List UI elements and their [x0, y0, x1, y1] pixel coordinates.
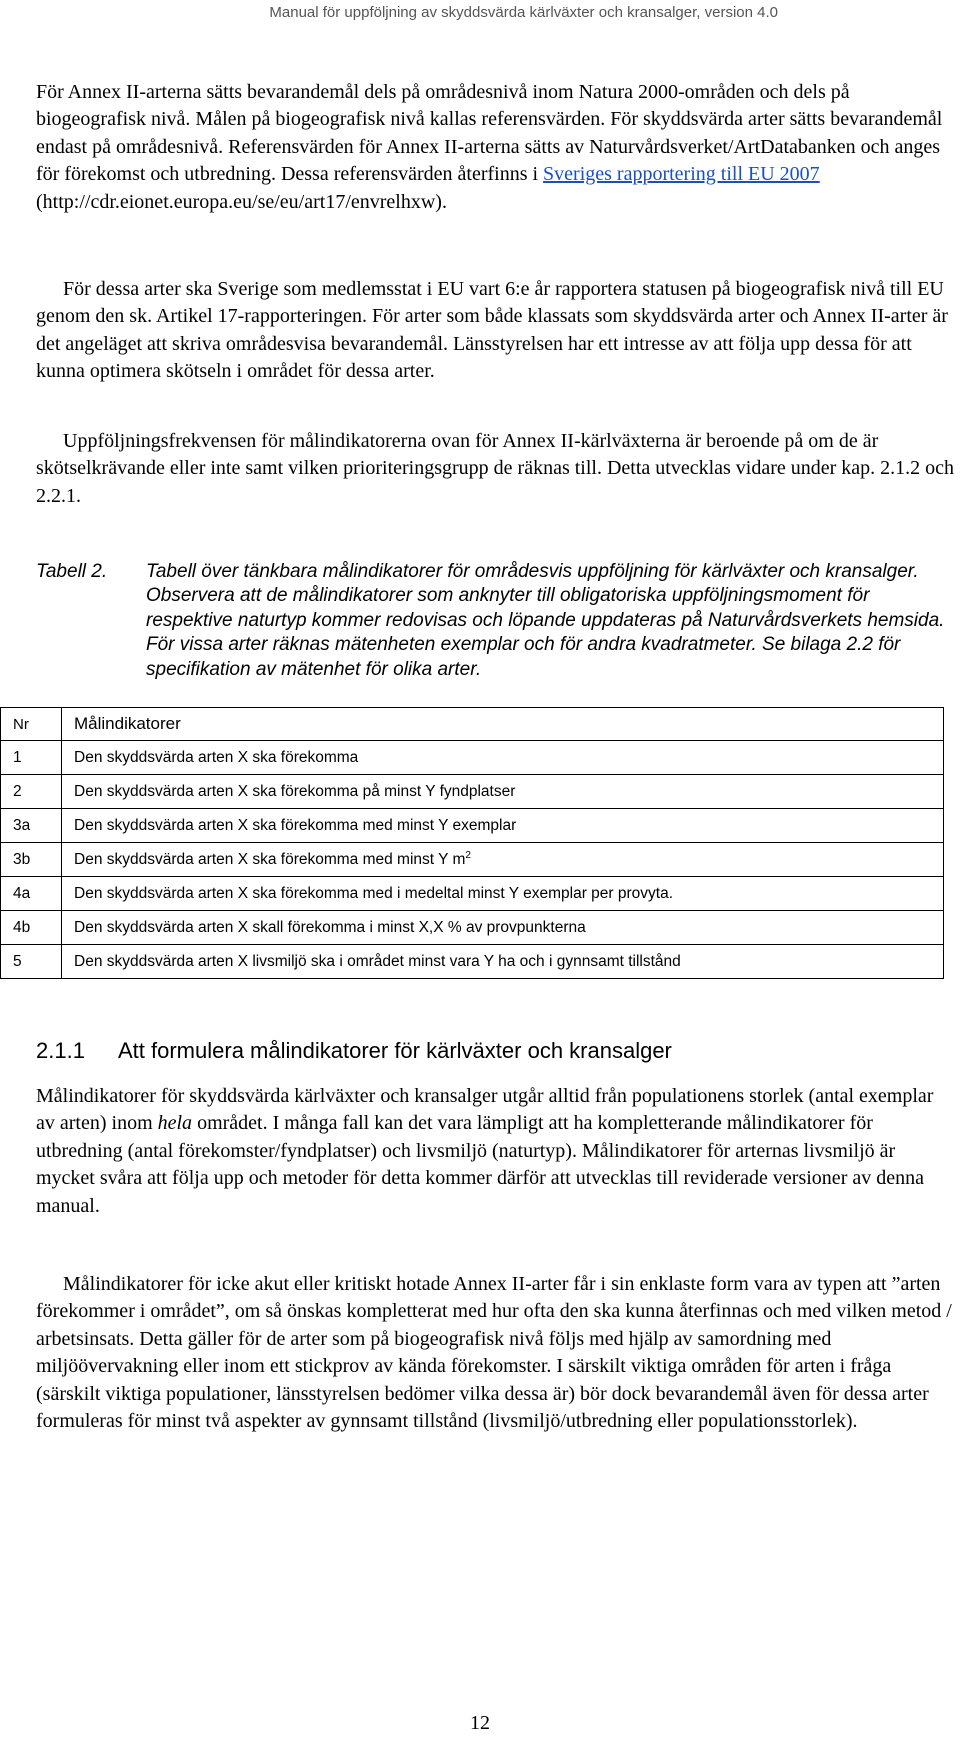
emphasis-hela: hela	[157, 1112, 193, 1135]
table-row	[1, 945, 944, 979]
table-header-row	[1, 708, 944, 741]
row-indicator: Den skyddsvärda arten X livsmiljö ska i området minst vara Y ha och i gynnsamt tillstånd	[62, 945, 944, 979]
superscript-exponent: 2	[465, 849, 471, 861]
table-caption-label: Tabell 2.	[36, 561, 108, 582]
row-indicator: Den skyddsvärda arten X ska förekomma	[62, 741, 944, 775]
section-number: 2.1.1	[36, 1038, 85, 1063]
section-heading	[36, 1038, 936, 1064]
row-indicator	[62, 843, 944, 877]
row-indicator: Den skyddsvärda arten X ska förekomma på minst Y fyndplatser	[62, 775, 944, 809]
table-row	[1, 809, 944, 843]
indicator-table	[0, 707, 944, 979]
row-nr: 5	[1, 945, 62, 979]
row-nr: 3a	[1, 809, 62, 843]
running-title: Manual för uppföljning av skyddsvärda kärlväxter och kransalger, version 4.0	[269, 4, 778, 21]
paragraph-uppfoljningsfrekvens: Uppföljningsfrekvensen för målindikatorerna ovan för Annex II-kärlväxterna är beroende på om de är skötselkrävande eller inte samt vilken prioriteringsgrupp de räknas till. Detta utvecklas vidare under kap. 2.1.2 och 2.2.1.	[36, 430, 955, 507]
paragraph-rapportering: För dessa arter ska Sverige som medlemsstat i EU vart 6:e år rapportera statusen på biogeografisk nivå till EU genom den sk. Artikel 17-rapporteringen. För arter som både klassats som skyddsvärda arter och Annex II-arter är det angeläget att skriva områdesvisa bevarandemål. Länsstyrelsen har ett intresse av att följa upp dessa för att kunna optimera skötseln i området för dessa arter.	[36, 278, 948, 383]
table-caption	[36, 560, 946, 682]
row-nr: 3b	[1, 843, 62, 877]
row-indicator: Den skyddsvärda arten X ska förekomma med i medeltal minst Y exemplar per provyta.	[62, 877, 944, 911]
row-indicator: Den skyddsvärda arten X skall förekomma i minst X,X % av provpunkterna	[62, 911, 944, 945]
section-title: Att formulera målindikatorer för kärlväxter och kransalger	[118, 1038, 672, 1063]
row-indicator-text: Den skyddsvärda arten X ska förekomma med minst Y m	[74, 851, 466, 869]
paragraph-text: Målindikatorer för skyddsvärda kärlväxter och kransalger utgår alltid från populationens storlek (antal exemplar av arten) inom	[36, 1085, 934, 1135]
row-nr: 4a	[1, 877, 62, 911]
paragraph-text: (http://cdr.eionet.europa.eu/se/eu/art17/envrelhxw).	[36, 190, 447, 213]
paragraph-text: området. I många fall kan det vara lämpligt att ha kompletterande målindikatorer för utbredning (antal förekomster/fyndplatser) och livsmiljö (naturtyp). Målindikatorer för arternas livsmiljö är mycket svåra att följa upp och metoder för detta kommer därför att utvecklas till reviderade versioner av denna manual.	[36, 1112, 924, 1217]
paragraph-annex-ii: Målindikatorer för icke akut eller kritiskt hotade Annex II-arter får i sin enklaste form vara av typen att ”arten förekommer i området”, om så önskas kompletterat med hur ofta den ska kunna återfinnas och med vilken metod / arbetsinsats. Detta gäller för de arter som på biogeografisk nivå följs med hjälp av samordning med miljöövervakning eller inom ett stickprov av kända förekomster. I särskilt viktiga områden för arten i fråga (särskilt viktiga populationer, länsstyrelsen bedömer vilka dessa är) bör dock bevarandemål även för dessa arter formuleras för minst två aspekter av gynnsamt tillstånd (livsmiljö/utbredning eller populationsstorlek).	[36, 1273, 952, 1433]
paragraph-text: För Annex II-arterna sätts bevarandemål dels på områdesnivå inom Natura 2000-områden och dels på biogeografisk nivå. Målen på biogeografisk nivå kallas referensvärden. För skyddsvärda arter sätts bevarandemål endast på områdesnivå. Referensvärden för Annex II-arterna sätts av Naturvårdsverket/ArtDatabanken och anges för förekomst och utbredning. Dessa referensvärden återfinns i	[36, 81, 943, 186]
row-nr: 4b	[1, 911, 62, 945]
running-header	[0, 0, 960, 21]
row-nr: 1	[1, 741, 62, 775]
table-row	[1, 775, 944, 809]
paragraph-referensvarden	[36, 79, 956, 216]
table-row	[1, 741, 944, 775]
table-row	[1, 843, 944, 877]
row-nr: 2	[1, 775, 62, 809]
column-header-nr: Nr	[1, 708, 62, 741]
paragraph-malindikatorer	[36, 1083, 956, 1220]
table-row	[1, 911, 944, 945]
page-number: 12	[470, 1712, 490, 1734]
column-header-malindikatorer: Målindikatorer	[62, 708, 944, 741]
table-caption-text: Tabell över tänkbara målindikatorer för områdesvis uppföljning för kärlväxter och kransalger. Observera att de målindikatorer som anknyter till obligatoriska uppföljningsmoment för respektive naturtyp kommer redovisas och löpande uppdateras på Naturvårdsverkets hemsida. För vissa arter räknas mätenheten exemplar och för andra kvadratmeter. Se bilaga 2.2 för specifikation av mätenhet för olika arter.	[146, 561, 945, 680]
table-row	[1, 877, 944, 911]
eu-report-link[interactable]: Sveriges rapportering till EU 2007	[543, 163, 820, 186]
row-indicator: Den skyddsvärda arten X ska förekomma med minst Y exemplar	[62, 809, 944, 843]
